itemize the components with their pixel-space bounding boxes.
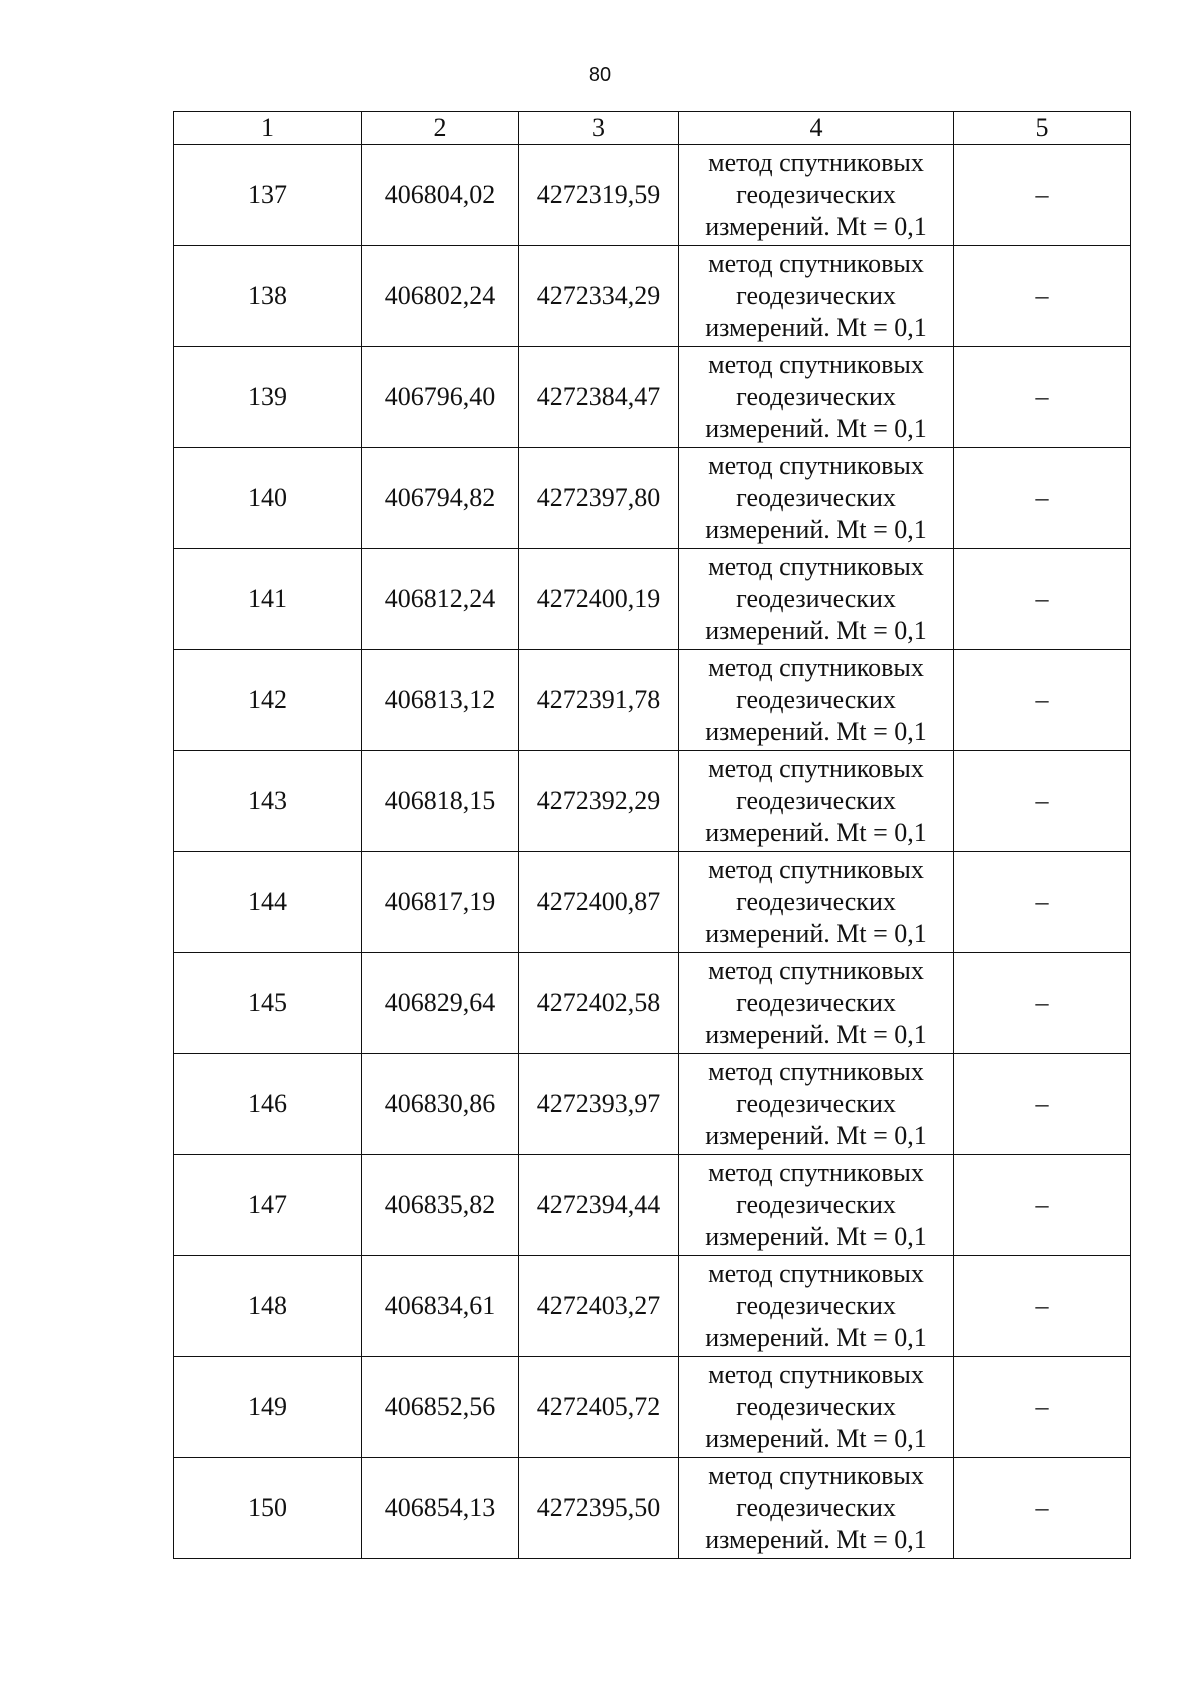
note-cell: – <box>954 1357 1131 1458</box>
coordinate-x-cell: 406817,19 <box>362 852 519 953</box>
header-col-1: 1 <box>174 112 362 145</box>
header-col-2: 2 <box>362 112 519 145</box>
point-number-cell: 141 <box>174 549 362 650</box>
method-cell <box>679 1357 954 1458</box>
note-cell: – <box>954 1458 1131 1559</box>
method-cell <box>679 852 954 953</box>
method-cell <box>679 448 954 549</box>
method-line: метод спутниковых <box>708 1461 924 1490</box>
method-cell <box>679 1458 954 1559</box>
note-cell: – <box>954 751 1131 852</box>
method-line: метод спутниковых <box>708 754 924 783</box>
coordinate-y-cell: 4272319,59 <box>519 145 679 246</box>
table-row <box>174 852 1131 953</box>
method-line: геодезических <box>736 685 896 714</box>
method-line: измерений. Mt = 0,1 <box>705 515 927 544</box>
method-line: геодезических <box>736 1493 896 1522</box>
coordinates-table <box>173 111 1131 1559</box>
method-cell <box>679 953 954 1054</box>
method-line: геодезических <box>736 382 896 411</box>
point-number-cell: 146 <box>174 1054 362 1155</box>
method-line: измерений. Mt = 0,1 <box>705 414 927 443</box>
coordinate-y-cell: 4272402,58 <box>519 953 679 1054</box>
note-cell: – <box>954 1054 1131 1155</box>
method-line: измерений. Mt = 0,1 <box>705 1525 927 1554</box>
method-cell <box>679 246 954 347</box>
table-header <box>174 112 1131 145</box>
coordinate-y-cell: 4272405,72 <box>519 1357 679 1458</box>
point-number-cell: 137 <box>174 145 362 246</box>
coordinate-x-cell: 406818,15 <box>362 751 519 852</box>
table-body <box>174 145 1131 1559</box>
method-line: геодезических <box>736 988 896 1017</box>
point-number-cell: 149 <box>174 1357 362 1458</box>
method-cell <box>679 549 954 650</box>
coordinate-y-cell: 4272400,87 <box>519 852 679 953</box>
header-row <box>174 112 1131 145</box>
method-line: измерений. Mt = 0,1 <box>705 818 927 847</box>
method-line: метод спутниковых <box>708 956 924 985</box>
coordinate-y-cell: 4272400,19 <box>519 549 679 650</box>
coordinate-x-cell: 406813,12 <box>362 650 519 751</box>
method-line: геодезических <box>736 1190 896 1219</box>
method-cell <box>679 145 954 246</box>
table-row <box>174 145 1131 246</box>
table-row <box>174 953 1131 1054</box>
table-row <box>174 650 1131 751</box>
coordinate-x-cell: 406804,02 <box>362 145 519 246</box>
table-row <box>174 1357 1131 1458</box>
method-line: измерений. Mt = 0,1 <box>705 1222 927 1251</box>
coordinate-x-cell: 406802,24 <box>362 246 519 347</box>
method-line: метод спутниковых <box>708 1360 924 1389</box>
point-number-cell: 140 <box>174 448 362 549</box>
coordinate-y-cell: 4272392,29 <box>519 751 679 852</box>
coordinate-x-cell: 406854,13 <box>362 1458 519 1559</box>
coordinate-y-cell: 4272393,97 <box>519 1054 679 1155</box>
note-cell: – <box>954 549 1131 650</box>
header-col-4: 4 <box>679 112 954 145</box>
method-line: метод спутниковых <box>708 1057 924 1086</box>
point-number-cell: 144 <box>174 852 362 953</box>
method-line: геодезических <box>736 1291 896 1320</box>
page-number: 80 <box>588 64 612 86</box>
table-row <box>174 1458 1131 1559</box>
note-cell: – <box>954 1256 1131 1357</box>
method-cell <box>679 650 954 751</box>
coordinate-x-cell: 406794,82 <box>362 448 519 549</box>
table-row <box>174 751 1131 852</box>
method-cell <box>679 751 954 852</box>
method-line: метод спутниковых <box>708 451 924 480</box>
method-line: метод спутниковых <box>708 148 924 177</box>
point-number-cell: 138 <box>174 246 362 347</box>
method-line: геодезических <box>736 483 896 512</box>
header-col-3: 3 <box>519 112 679 145</box>
method-line: измерений. Mt = 0,1 <box>705 1323 927 1352</box>
method-line: измерений. Mt = 0,1 <box>705 616 927 645</box>
method-line: метод спутниковых <box>708 249 924 278</box>
note-cell: – <box>954 145 1131 246</box>
point-number-cell: 147 <box>174 1155 362 1256</box>
note-cell: – <box>954 448 1131 549</box>
method-line: измерений. Mt = 0,1 <box>705 919 927 948</box>
method-line: измерений. Mt = 0,1 <box>705 1121 927 1150</box>
table-row <box>174 1155 1131 1256</box>
note-cell: – <box>954 1155 1131 1256</box>
table-row <box>174 1054 1131 1155</box>
method-line: измерений. Mt = 0,1 <box>705 212 927 241</box>
method-line: измерений. Mt = 0,1 <box>705 313 927 342</box>
note-cell: – <box>954 246 1131 347</box>
coordinate-x-cell: 406830,86 <box>362 1054 519 1155</box>
table-row <box>174 549 1131 650</box>
method-line: геодезических <box>736 281 896 310</box>
method-line: метод спутниковых <box>708 552 924 581</box>
coordinate-y-cell: 4272391,78 <box>519 650 679 751</box>
table-row <box>174 246 1131 347</box>
point-number-cell: 148 <box>174 1256 362 1357</box>
method-line: метод спутниковых <box>708 1158 924 1187</box>
method-line: метод спутниковых <box>708 653 924 682</box>
method-line: метод спутниковых <box>708 855 924 884</box>
method-cell <box>679 347 954 448</box>
coordinate-x-cell: 406852,56 <box>362 1357 519 1458</box>
coordinate-x-cell: 406812,24 <box>362 549 519 650</box>
coordinate-y-cell: 4272397,80 <box>519 448 679 549</box>
point-number-cell: 143 <box>174 751 362 852</box>
note-cell: – <box>954 852 1131 953</box>
point-number-cell: 139 <box>174 347 362 448</box>
method-line: измерений. Mt = 0,1 <box>705 717 927 746</box>
note-cell: – <box>954 347 1131 448</box>
method-line: геодезических <box>736 584 896 613</box>
table-row <box>174 347 1131 448</box>
table-row <box>174 1256 1131 1357</box>
coordinate-y-cell: 4272384,47 <box>519 347 679 448</box>
method-line: геодезических <box>736 786 896 815</box>
method-cell <box>679 1256 954 1357</box>
coordinate-x-cell: 406834,61 <box>362 1256 519 1357</box>
method-line: геодезических <box>736 1089 896 1118</box>
coordinate-y-cell: 4272395,50 <box>519 1458 679 1559</box>
method-line: измерений. Mt = 0,1 <box>705 1424 927 1453</box>
method-line: измерений. Mt = 0,1 <box>705 1020 927 1049</box>
point-number-cell: 142 <box>174 650 362 751</box>
method-line: геодезических <box>736 887 896 916</box>
method-line: геодезических <box>736 180 896 209</box>
header-col-5: 5 <box>954 112 1131 145</box>
coordinate-y-cell: 4272394,44 <box>519 1155 679 1256</box>
note-cell: – <box>954 650 1131 751</box>
coordinate-x-cell: 406829,64 <box>362 953 519 1054</box>
method-line: метод спутниковых <box>708 350 924 379</box>
method-line: геодезических <box>736 1392 896 1421</box>
method-cell <box>679 1155 954 1256</box>
method-cell <box>679 1054 954 1155</box>
coordinate-y-cell: 4272334,29 <box>519 246 679 347</box>
table-row <box>174 448 1131 549</box>
coordinate-y-cell: 4272403,27 <box>519 1256 679 1357</box>
coordinate-x-cell: 406835,82 <box>362 1155 519 1256</box>
note-cell: – <box>954 953 1131 1054</box>
point-number-cell: 150 <box>174 1458 362 1559</box>
method-line: метод спутниковых <box>708 1259 924 1288</box>
coordinate-x-cell: 406796,40 <box>362 347 519 448</box>
point-number-cell: 145 <box>174 953 362 1054</box>
